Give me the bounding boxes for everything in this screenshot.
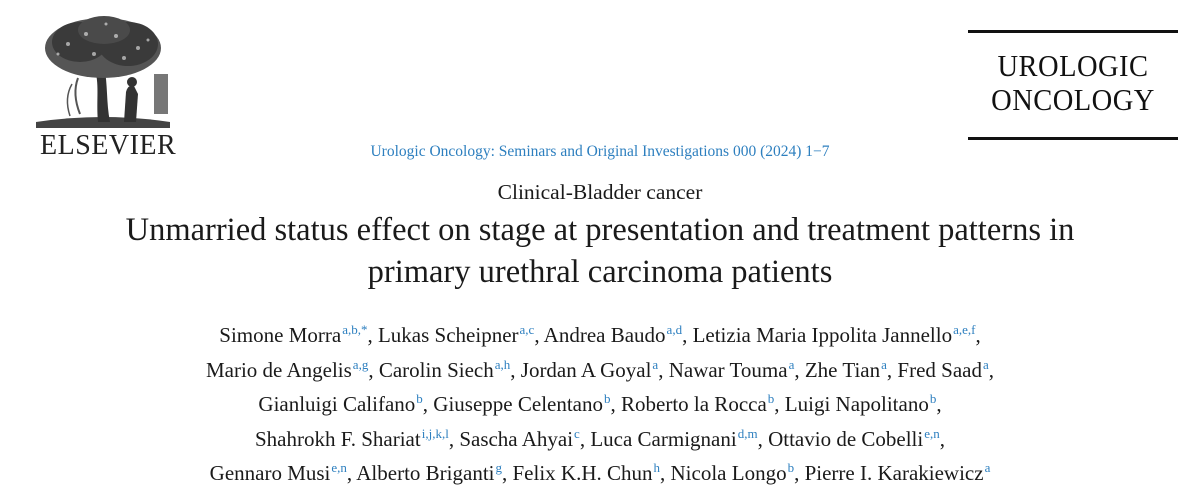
author-name-text: Sascha Ahyai [459, 426, 574, 451]
author-name-text: Simone Morra [219, 323, 342, 347]
author-affiliation-link[interactable]: e,n [924, 425, 940, 441]
author-name-text: Andrea Baudo [543, 323, 666, 347]
journal-logo-line1: UROLOGIC [997, 48, 1149, 83]
author-name[interactable] [379, 358, 510, 382]
author-name-text: Jordan A Goyal [520, 357, 652, 382]
author-name-text: Nicola Longo [670, 461, 787, 485]
author-name[interactable] [805, 358, 887, 382]
author-name[interactable] [459, 427, 580, 451]
author-line: Mario de Angelis$^{a,g}$, Carolin Siech$^{a,h}$, Jordan A Goyal$^a$, Nawar Touma$^a$, Zhe Tian$^a$, Fred Saad$^a$, [205, 356, 994, 382]
article-title-text: Unmarried status effect on stage at presentation and treatment patterns in primary urethral carcinoma patients [125, 212, 1075, 290]
author-name[interactable] [669, 358, 795, 382]
author-name[interactable] [378, 323, 534, 347]
author-name[interactable] [621, 392, 774, 416]
author-name[interactable] [219, 323, 367, 347]
author-line: Simone Morra$^{a,b,*}$, Lukas Scheipner$^{a,c}$, Andrea Baudo$^{a,d}$, Letizia Maria Ippolita Jannello$^{a,e,f}$, [219, 322, 981, 347]
author-name-text: Gianluigi Califano [258, 392, 416, 416]
author-name[interactable] [805, 461, 991, 485]
author-name-text: Nawar Touma [668, 357, 788, 382]
author-name[interactable] [693, 323, 976, 347]
author-name-text: Fred Saad [897, 357, 982, 382]
author-affiliation-link[interactable]: a,d [666, 322, 683, 337]
author-name[interactable] [206, 358, 368, 382]
author-affiliation-link[interactable]: a,e,f [953, 322, 976, 337]
author-affiliation-link[interactable]: a,g [352, 356, 369, 372]
author-name-text: Luca Carmignani [590, 426, 737, 451]
author-affiliation-link[interactable]: a,c [519, 322, 535, 337]
author-name-text: Ottavio de Cobelli [768, 426, 924, 451]
author-name[interactable] [258, 392, 422, 416]
author-affiliation-link[interactable]: b [604, 391, 611, 406]
author-affiliation-link[interactable]: a,h [494, 356, 511, 372]
author-line: Gennaro Musi$^{e,n}$, Alberto Briganti$^g$, Felix K.H. Chun$^h$, Nicola Longo$^b$, Pierre I. Karakiewicz$^a$ [209, 460, 991, 485]
journal-logo [968, 30, 1178, 140]
author-affiliation-link[interactable]: c [574, 425, 580, 441]
author-affiliation-link[interactable]: g [495, 460, 502, 475]
publisher-wordmark: ELSEVIER [40, 130, 177, 161]
author-name-text: Giuseppe Celentano [433, 392, 603, 416]
author-name-text: Carolin Siech [378, 357, 494, 382]
author-name[interactable] [521, 358, 658, 382]
author-name[interactable] [356, 461, 502, 485]
author-affiliation-link[interactable]: a [788, 356, 795, 372]
author-name[interactable] [671, 461, 795, 485]
author-name-text: Roberto la Rocca [621, 392, 767, 416]
author-name[interactable] [897, 358, 988, 382]
author-affiliation-link[interactable]: a,b,* [342, 322, 368, 337]
author-affiliation-link[interactable]: h [653, 460, 661, 475]
author-name-text: Zhe Tian [804, 357, 881, 382]
author-name-text: Gennaro Musi [209, 461, 331, 485]
author-affiliation-link[interactable]: d,m [737, 425, 758, 441]
author-name-text: Alberto Briganti [356, 461, 495, 485]
author-name-text: Felix K.H. Chun [512, 461, 653, 485]
author-affiliation-link[interactable]: b [787, 460, 795, 475]
author-name[interactable] [255, 427, 449, 451]
author-affiliation-link[interactable]: b [767, 391, 775, 406]
author-name[interactable] [210, 461, 347, 485]
author-name-text: Letizia Maria Ippolita Jannello [692, 323, 953, 347]
author-list [30, 318, 1170, 491]
journal-citation-link[interactable]: Urologic Oncology: Seminars and Original Investigations 000 (2024) 1−7 [370, 143, 830, 160]
author-affiliation-link[interactable]: a [982, 356, 989, 372]
author-name[interactable] [590, 427, 757, 451]
author-name-text: Lukas Scheipner [377, 323, 519, 347]
article-section: Clinical-Bladder cancer [497, 180, 703, 204]
author-affiliation-link[interactable]: i,j,k,l [421, 425, 449, 441]
author-name-text: Pierre I. Karakiewicz [804, 461, 984, 485]
author-name[interactable] [433, 392, 610, 416]
author-name[interactable] [544, 323, 682, 347]
tree-logo-icon [28, 14, 178, 132]
author-affiliation-link[interactable]: b [929, 391, 937, 406]
author-name[interactable] [768, 427, 940, 451]
article-title [0, 209, 1200, 293]
author-name-text: Shahrokh F. Shariat [254, 426, 421, 451]
author-line: Gianluigi Califano$^b$, Giuseppe Celentano$^b$, Roberto la Rocca$^b$, Luigi Napolitano$^b$, [258, 391, 942, 416]
author-affiliation-link[interactable]: b [416, 391, 423, 406]
journal-logo-line2: ONCOLOGY [991, 82, 1155, 117]
author-affiliation-link[interactable]: a [652, 356, 659, 372]
author-affiliation-link[interactable]: e,n [331, 460, 347, 475]
author-name[interactable] [785, 392, 937, 416]
author-line: Shahrokh F. Shariat$^{i,j,k,l}$, Sascha Ahyai$^c$, Luca Carmignani$^{d,m}$, Ottavio de Cobelli$^{e,n}$, [254, 425, 946, 451]
author-name[interactable] [513, 461, 661, 485]
author-name-text: Mario de Angelis [205, 357, 352, 382]
author-affiliation-link[interactable]: a [881, 356, 887, 372]
author-affiliation-link[interactable]: a [984, 460, 991, 475]
author-name-text: Luigi Napolitano [784, 392, 929, 416]
